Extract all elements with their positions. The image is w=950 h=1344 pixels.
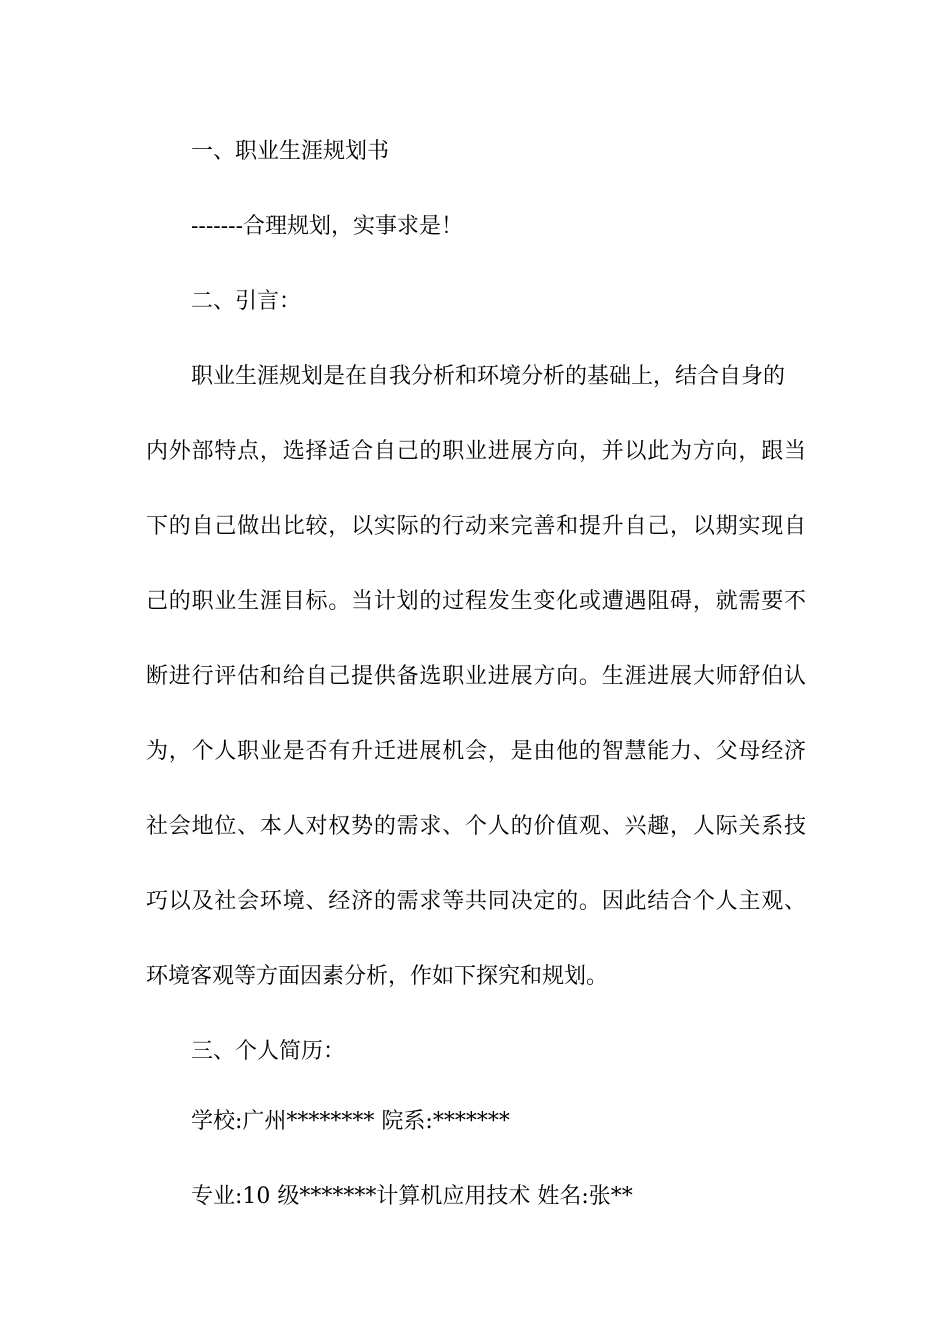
paragraph-line: 职业生涯规划是在自我分析和环境分析的基础上，结合自身的 <box>191 364 786 389</box>
paragraph-line: 为，个人职业是否有升迁进展机会，是由他的智慧能力、父母经济 <box>146 739 806 764</box>
heading-career-plan: 一、职业生涯规划书 <box>191 139 390 164</box>
resume-school-line: 学校:广州******** 院系:******* <box>191 1109 510 1134</box>
subtitle-motto: -------合理规划，实事求是！ <box>191 214 464 239</box>
heading-resume: 三、个人简历： <box>191 1039 346 1064</box>
paragraph-line: 断进行评估和给自己提供备选职业进展方向。生涯进展大师舒伯认 <box>146 664 806 689</box>
paragraph-line: 巧以及社会环境、经济的需求等共同决定的。因此结合个人主观、 <box>146 889 806 914</box>
resume-major-line: 专业:10 级*******计算机应用技术 姓名:张** <box>191 1184 633 1209</box>
paragraph-line: 下的自己做出比较，以实际的行动来完善和提升自己，以期实现自 <box>146 514 806 539</box>
paragraph-line: 社会地位、本人对权势的需求、个人的价值观、兴趣，人际关系技 <box>146 814 806 839</box>
heading-introduction: 二、引言： <box>191 289 302 314</box>
paragraph-line: 内外部特点，选择适合自己的职业进展方向，并以此为方向，跟当 <box>146 439 806 464</box>
paragraph-line: 环境客观等方面因素分析，作如下探究和规划。 <box>146 964 609 989</box>
paragraph-line: 己的职业生涯目标。当计划的过程发生变化或遭遇阻碍，就需要不 <box>146 589 806 614</box>
